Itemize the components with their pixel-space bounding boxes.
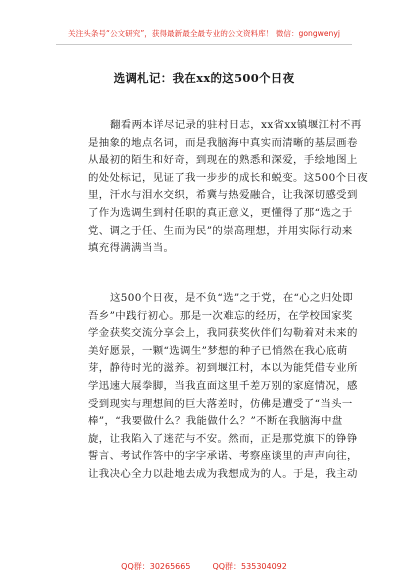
paragraph-line: 学金获奖交流分享会上，我同获奖伙伴们勾勒着对未来的 — [88, 327, 358, 340]
paragraph-line: 让我决心全力以赴地去成为我想成为的人。于是，我主动 — [88, 467, 358, 480]
paragraph-line: 吾乡”中践行初心。那是一次难忘的经历，在学校国家奖 — [88, 309, 353, 322]
footer-bar — [0, 561, 408, 572]
footer-qq-group-2[interactable]: QQ群：535304092 — [212, 562, 287, 571]
paragraph-line: 美好愿景，一颗“选调生”梦想的种子已悄然在我心底萌 — [88, 344, 348, 357]
paragraph-2 — [88, 290, 358, 484]
paragraph-line: 的处处标记，见证了我一步步的成长和蜕变。这500个日夜 — [88, 171, 369, 184]
paragraph-line: 里，汗水与泪水交织，希冀与热爱融合，让我深切感受到 — [88, 189, 358, 202]
paragraph-1 — [88, 117, 369, 258]
paragraph-line: 从最初的陌生和好奇，到现在的熟悉和深爱，手绘地图上 — [88, 154, 358, 167]
header-divider — [56, 44, 352, 45]
paragraph-line: 棒”，“我要做什么？我能做什么？”不断在我脑海中盘 — [88, 415, 343, 428]
paragraph-line: 受到现实与理想间的巨大落差时，仿佛是遭受了“当头一 — [88, 397, 353, 410]
header-banner[interactable]: 关注头条号“公文研究”，获得最新最全最专业的公文资料库！ 微信：gongwenyj — [68, 29, 340, 38]
paragraph-line: 学迅速大展拳脚，当我直面这里千差万别的家庭情况，感 — [88, 379, 358, 392]
paragraph-line: 翻看两本详尽记录的驻村日志，xx省xx镇堰江村不再 — [110, 119, 362, 131]
document-title: 选调札记：我在xx的这500个日夜 — [113, 71, 295, 85]
paragraph-line: 这500个日夜，是不负“选”之于党，在“心之归处即 — [110, 292, 354, 304]
paragraph-line: 党、调之于任、生而为民”的崇高理想，并用实际行动来 — [88, 224, 353, 237]
paragraph-line: 是抽象的地点名词，而是我脑海中真实而清晰的基层画卷 — [88, 136, 358, 149]
paragraph-line: 誓言、考试作答中的字字承诺、考察座谈里的声声向往， — [88, 450, 358, 463]
paragraph-line: 填充得满满当当。 — [88, 242, 175, 255]
paragraph-line: 了作为选调生到村任职的真正意义，更懂得了那“选之于 — [88, 206, 353, 219]
paragraph-line: 芽，静待时光的滋养。初到堰江村，本以为能凭借专业所 — [88, 362, 358, 375]
paragraph-line: 旋，让我陷入了迷茫与不安。然而，正是那党旗下的铮铮 — [88, 432, 358, 445]
footer-qq-group-1[interactable]: QQ群：30265665 — [121, 562, 191, 571]
